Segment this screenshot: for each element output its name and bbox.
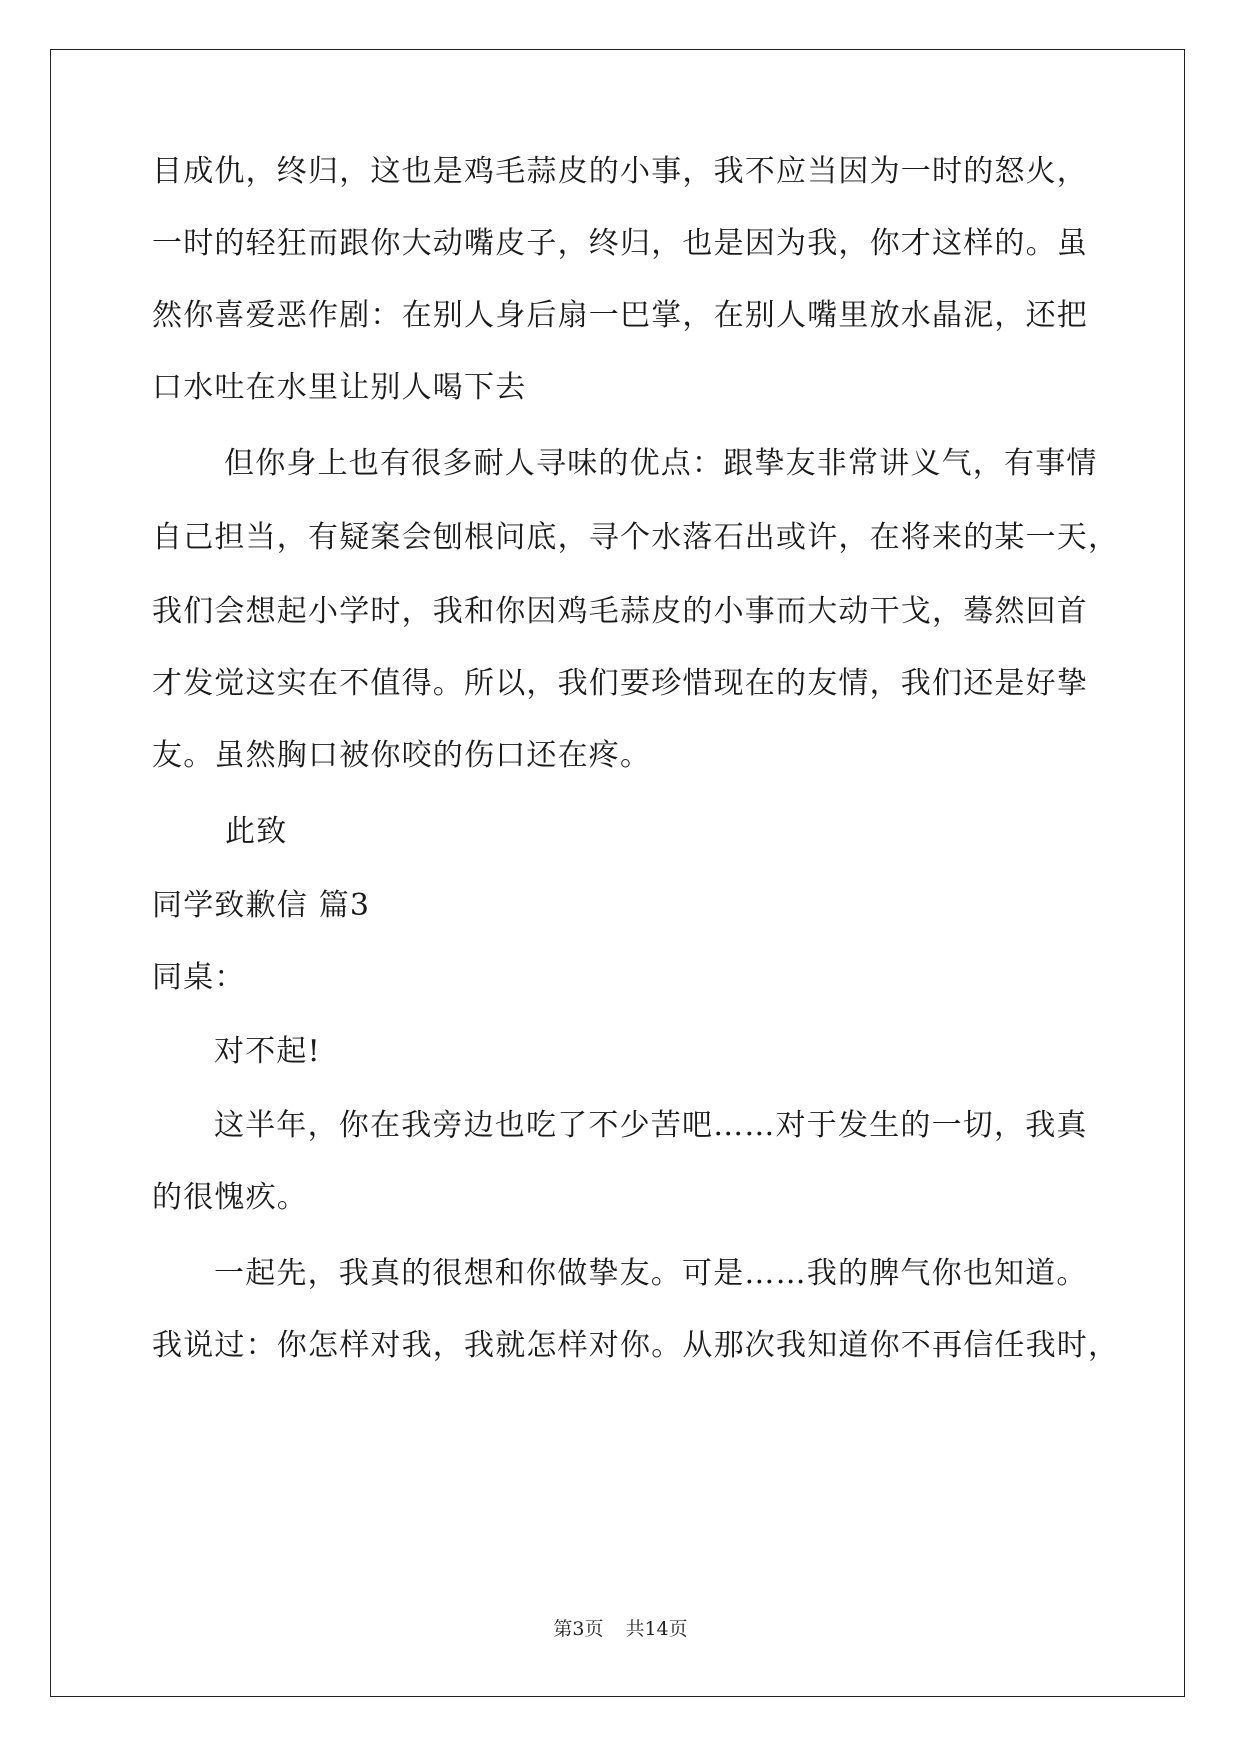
text-line: 这半年，你在我旁边也吃了不少苦吧……对于发生的一切，我真 <box>214 1108 1088 1143</box>
page-number: 第3页 <box>553 1618 604 1640</box>
text-line: 目成仇，终归，这也是鸡毛蒜皮的小事，我不应当因为一时的怒火， <box>152 154 1088 189</box>
text-line: 一时的轻狂而跟你大动嘴皮子，终归，也是因为我，你才这样的。虽 <box>152 226 1088 261</box>
section-heading: 同学致歉信 篇3 <box>152 888 371 923</box>
text-line: 我们会想起小学时，我和你因鸡毛蒜皮的小事而大动干戈，蓦然回首 <box>152 594 1088 629</box>
page-footer <box>0 1614 1241 1641</box>
text-line: 口水吐在水里让别人喝下去 <box>152 370 527 405</box>
recipient-greeting: 同桌： <box>152 960 246 995</box>
text-line: 才发觉这实在不值得。所以，我们要珍惜现在的友情，我们还是好挚 <box>152 666 1088 701</box>
text-line: 友。虽然胸口被你咬的伤口还在疼。 <box>152 738 652 773</box>
text-line: 自己担当，有疑案会刨根问底，寻个水落石出或许，在将来的某一天， <box>152 520 1120 555</box>
text-line: 但你身上也有很多耐人寻味的优点：跟挚友非常讲义气，有事情 <box>224 446 1098 481</box>
text-line: 然你喜爱恶作剧：在别人身后扇一巴掌，在别人嘴里放水晶泥，还把 <box>152 298 1088 333</box>
page-total: 共14页 <box>625 1618 688 1640</box>
text-line: 对不起! <box>214 1034 321 1069</box>
text-line: 的很愧疚。 <box>152 1180 308 1215</box>
closing-salutation: 此致 <box>225 814 288 849</box>
text-line: 一起先，我真的很想和你做挚友。可是……我的脾气你也知道。 <box>214 1256 1088 1291</box>
text-line: 我说过：你怎样对我，我就怎样对你。从那次我知道你不再信任我时， <box>152 1328 1120 1363</box>
